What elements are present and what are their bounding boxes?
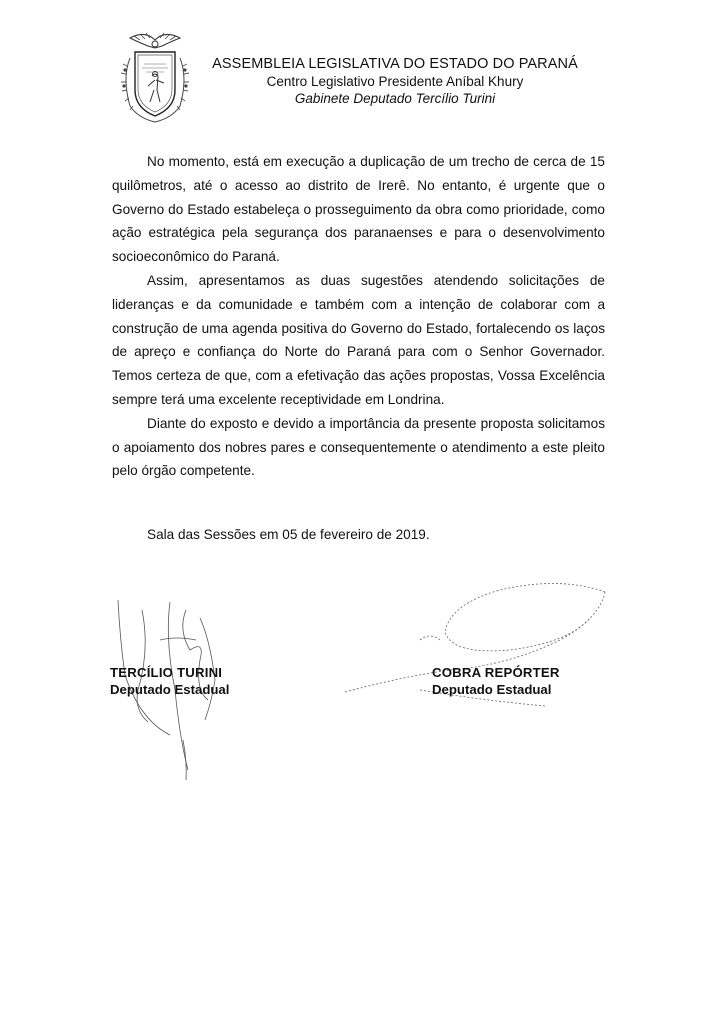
letterhead <box>205 56 585 107</box>
signer-name: TERCÍLIO TURINI <box>110 665 223 680</box>
paragraph: No momento, está em execução a duplicação de um trecho de cerca de 15 quilômetros, até o acesso ao distrito de Irerê. No entanto, é urgente que o Governo do Estado estabeleça o prosseguimento da obra como prioridade, como ação estratégica pela segurança dos paranaenses e para o desenvolvimento socioeconômico do Paraná. <box>112 154 605 265</box>
office-name: Gabinete Deputado Tercílio Turini <box>294 91 496 106</box>
signer-left <box>110 664 229 698</box>
paragraph: Diante do exposto e devido a importância da presente proposta solicitamos o apoiamento dos nobres pares e consequentemente o atendimento a este pleito pelo órgão competente. <box>112 415 605 479</box>
signer-role: Deputado Estadual <box>110 682 230 697</box>
assembly-name: ASSEMBLEIA LEGISLATIVA DO ESTADO DO PARANÁ <box>212 56 578 72</box>
signer-role: Deputado Estadual <box>432 682 552 697</box>
legislative-center-name: Centro Legislativo Presidente Aníbal Khury <box>266 74 524 89</box>
parana-coat-of-arms-icon <box>110 28 200 128</box>
paragraph: Assim, apresentamos as duas sugestões atendendo solicitações de lideranças e da comunidade e também com a intenção de colaborar com a construção de uma agenda positiva do Governo do Estado, fortalecendo os laços de apreço e confiança do Norte do Paraná para com o Senhor Governador. Temos certeza de que, com a efetivação das ações propostas, Vossa Excelência sempre terá uma excelente receptividade em Londrina. <box>112 272 605 407</box>
letter-body <box>112 150 605 483</box>
closing-date-line: Sala das Sessões em 05 de fevereiro de 2019. <box>147 527 430 542</box>
signer-name: COBRA REPÓRTER <box>432 665 560 680</box>
signer-right <box>432 664 560 698</box>
